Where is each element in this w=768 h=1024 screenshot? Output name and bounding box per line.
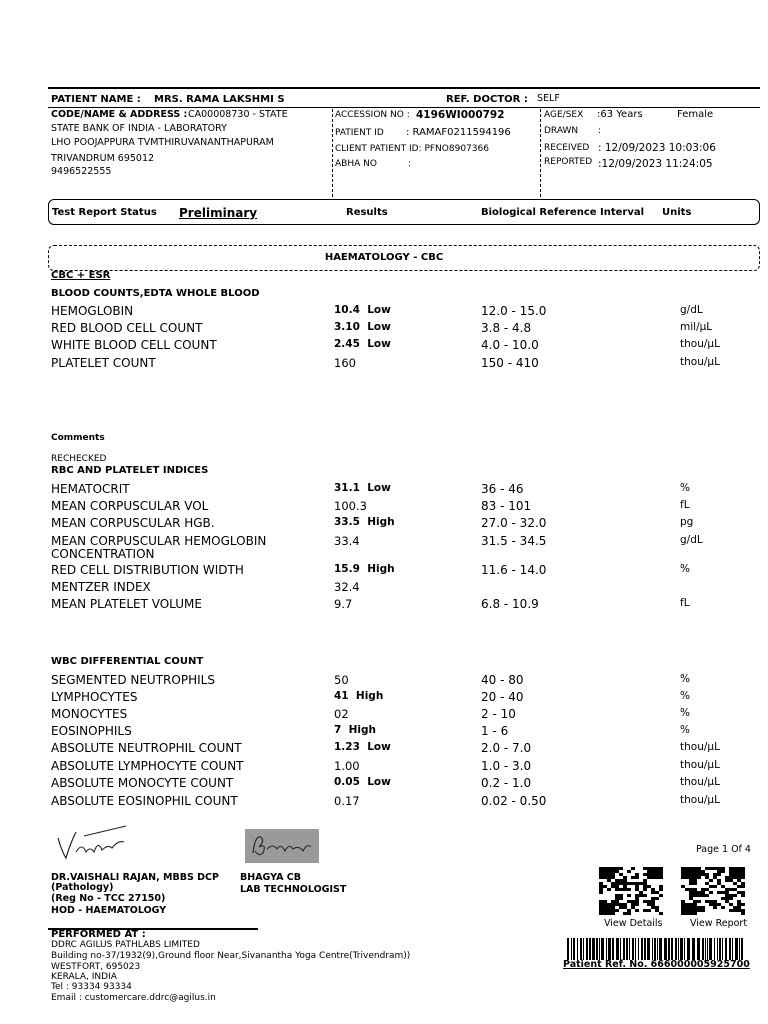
- test-name: ABSOLUTE LYMPHOCYTE COUNT: [51, 759, 244, 773]
- unit: thou/µL: [680, 338, 720, 350]
- result-row: [0, 673, 768, 690]
- test-name: ABSOLUTE MONOCYTE COUNT: [51, 776, 234, 790]
- reference-interval: 4.0 - 10.0: [481, 338, 539, 352]
- result-row: [0, 707, 768, 724]
- reported-value: :12/09/2023 11:24:05: [598, 158, 713, 170]
- test-name: HEMATOCRIT: [51, 482, 130, 496]
- abha-value: :: [408, 159, 412, 169]
- test-name: MEAN PLATELET VOLUME: [51, 597, 202, 611]
- comments-label: Comments: [51, 433, 105, 443]
- unit: thou/µL: [680, 776, 720, 788]
- reference-interval: 150 - 410: [481, 356, 539, 370]
- reference-interval: 1.0 - 3.0: [481, 759, 532, 773]
- performed-line: DDRC AGILUS PATHLABS LIMITED: [51, 940, 200, 950]
- test-name: ABSOLUTE EOSINOPHIL COUNT: [51, 794, 238, 808]
- unit: pg: [680, 516, 694, 528]
- test-result: 50: [334, 673, 349, 687]
- test-name: HEMOGLOBIN: [51, 304, 134, 318]
- reference-interval: 11.6 - 14.0: [481, 563, 547, 577]
- unit: thou/µL: [680, 741, 720, 753]
- sex-value: Female: [677, 109, 714, 120]
- result-row: [0, 794, 768, 811]
- result-row: [0, 724, 768, 741]
- signature-vaishali: [54, 822, 134, 867]
- reference-interval: 1 - 6: [481, 724, 509, 738]
- sig2-name: BHAGYA CB: [240, 872, 301, 883]
- test-result: 33.4: [334, 534, 360, 548]
- code-label: CODE/NAME & ADDRESS :: [51, 109, 188, 120]
- patient-name: MRS. RAMA LAKSHMI S: [154, 94, 285, 105]
- bio-ref-header: Biological Reference Interval: [481, 207, 645, 218]
- reference-interval: 0.02 - 0.50: [481, 794, 547, 808]
- header-divider: [48, 107, 760, 108]
- performed-line: Tel : 93334 93334: [51, 982, 132, 992]
- sig2-role: LAB TECHNOLOGIST: [240, 884, 347, 895]
- qr-code-icon[interactable]: [681, 867, 745, 915]
- results-header: Results: [346, 207, 388, 218]
- result-row: [0, 338, 768, 355]
- test-result: 33.5 High: [334, 516, 395, 528]
- sig1-name: DR.VAISHALI RAJAN, MBBS DCP: [51, 872, 219, 883]
- test-result: 02: [334, 707, 349, 721]
- unit: %: [680, 673, 690, 685]
- test-result: 9.7: [334, 597, 353, 611]
- test-result: 15.9 High: [334, 563, 395, 575]
- ref-doctor-label: REF. DOCTOR :: [446, 94, 528, 105]
- accession-label: ACCESSION NO :: [335, 110, 410, 120]
- unit: mil/µL: [680, 321, 713, 333]
- sig1-line3: (Reg No - TCC 27150): [51, 893, 166, 904]
- test-result: 160: [334, 356, 356, 370]
- test-result: 7 High: [334, 724, 376, 736]
- patient-ref-number: Patient Ref. No. 666000005925700: [563, 959, 750, 970]
- test-name: MEAN CORPUSCULAR HGB.: [51, 516, 215, 530]
- performed-at-label: PERFORMED AT :: [51, 929, 146, 940]
- patient-id-value: : RAMAF0211594196: [406, 127, 511, 138]
- reference-interval: 2.0 - 7.0: [481, 741, 532, 755]
- section-title: HAEMATOLOGY - CBC: [324, 252, 444, 263]
- test-name: PLATELET COUNT: [51, 356, 156, 370]
- sig1-line2: (Pathology): [51, 882, 114, 893]
- test-name: RED BLOOD CELL COUNT: [51, 321, 203, 335]
- result-row: [0, 759, 768, 776]
- address-line: STATE BANK OF INDIA - LABORATORY: [51, 123, 227, 134]
- test-result: 1.23 Low: [334, 741, 391, 753]
- group-title: BLOOD COUNTS,EDTA WHOLE BLOOD: [51, 288, 260, 299]
- client-patient-id: CLIENT PATIENT ID: PFNO8907366: [335, 144, 489, 154]
- result-row: [0, 516, 768, 533]
- test-result: 41 High: [334, 690, 384, 702]
- unit: fL: [680, 499, 690, 511]
- test-name: LYMPHOCYTES: [51, 690, 138, 704]
- test-result: 10.4 Low: [334, 304, 391, 316]
- reference-interval: 36 - 46: [481, 482, 524, 496]
- performed-line: Email : customercare.ddrc@agilus.in: [51, 993, 216, 1003]
- drawn-label: DRAWN: [544, 126, 579, 136]
- reference-interval: 40 - 80: [481, 673, 524, 687]
- barcode-icon: [567, 938, 743, 960]
- result-row: [0, 597, 768, 614]
- reference-interval: 83 - 101: [481, 499, 532, 513]
- result-row: [0, 580, 768, 597]
- result-row: [0, 534, 768, 561]
- test-result: 1.00: [334, 759, 360, 773]
- unit: g/dL: [680, 304, 703, 316]
- result-row: [0, 690, 768, 707]
- test-name: ABSOLUTE NEUTROPHIL COUNT: [51, 741, 242, 755]
- test-result: 3.10 Low: [334, 321, 391, 333]
- units-header: Units: [662, 207, 692, 218]
- received-value: : 12/09/2023 10:03:06: [598, 142, 716, 154]
- column-divider: [332, 109, 333, 197]
- group-title: RBC AND PLATELET INDICES: [51, 465, 209, 476]
- result-row: [0, 356, 768, 373]
- test-name: WHITE BLOOD CELL COUNT: [51, 338, 217, 352]
- reference-interval: 0.2 - 1.0: [481, 776, 532, 790]
- test-name-line2: CONCENTRATION: [51, 547, 155, 561]
- signature-bhagya: [245, 829, 319, 863]
- reference-interval: 20 - 40: [481, 690, 524, 704]
- age-sex-label: AGE/SEX: [544, 110, 584, 120]
- ref-doctor: SELF: [537, 93, 560, 104]
- status-label: Test Report Status: [52, 207, 157, 218]
- test-name: MEAN CORPUSCULAR VOL: [51, 499, 209, 513]
- test-name: EOSINOPHILS: [51, 724, 132, 738]
- result-row: [0, 776, 768, 793]
- test-result: 100.3: [334, 499, 367, 513]
- reference-interval: 27.0 - 32.0: [481, 516, 547, 530]
- group-title: WBC DIFFERENTIAL COUNT: [51, 656, 204, 667]
- patient-id-label: PATIENT ID: [335, 128, 384, 138]
- performed-line: KERALA, INDIA: [51, 972, 117, 982]
- test-name: MENTZER INDEX: [51, 580, 151, 594]
- test-name: RED CELL DISTRIBUTION WIDTH: [51, 563, 244, 577]
- code-value: CA00008730 - STATE: [188, 109, 288, 120]
- result-row: [0, 304, 768, 321]
- unit: thou/µL: [680, 356, 720, 368]
- unit: %: [680, 724, 690, 736]
- drawn-value: :: [598, 126, 602, 136]
- reported-label: REPORTED: [544, 157, 593, 167]
- result-row: [0, 482, 768, 499]
- unit: g/dL: [680, 534, 703, 546]
- result-row: [0, 499, 768, 516]
- unit: %: [680, 690, 690, 702]
- reference-interval: 6.8 - 10.9: [481, 597, 539, 611]
- test-name: MONOCYTES: [51, 707, 128, 721]
- abha-label: ABHA NO: [335, 159, 377, 169]
- result-row: [0, 321, 768, 338]
- top-rule: [48, 87, 760, 89]
- address-line: LHO POOJAPPURA TVMTHIRUVANANTHAPURAM: [51, 137, 274, 148]
- unit: %: [680, 482, 690, 494]
- result-row: [0, 741, 768, 758]
- reference-interval: 2 - 10: [481, 707, 516, 721]
- test-name: SEGMENTED NEUTROPHILS: [51, 673, 215, 687]
- received-label: RECEIVED: [544, 143, 590, 153]
- performed-line: WESTFORT, 695023: [51, 962, 141, 972]
- page-number: Page 1 Of 4: [696, 844, 751, 855]
- test-result: 2.45 Low: [334, 338, 391, 350]
- test-group: CBC + ESR: [51, 270, 111, 281]
- view-details-link[interactable]: View Details: [604, 918, 663, 929]
- unit: thou/µL: [680, 794, 720, 806]
- patient-name-label: PATIENT NAME :: [51, 94, 141, 105]
- sig1-line4: HOD - HAEMATOLOGY: [51, 905, 167, 916]
- address-line: TRIVANDRUM 695012: [51, 153, 155, 164]
- performed-line: Building no-37/1932(9),Ground floor Near,Sivanantha Yoga Centre(Trivendram)): [51, 951, 411, 961]
- reference-interval: 12.0 - 15.0: [481, 304, 547, 318]
- accession-value: 4196WI000792: [416, 109, 505, 121]
- unit: fL: [680, 597, 690, 609]
- test-result: 0.05 Low: [334, 776, 391, 788]
- address-line: 9496522555: [51, 166, 112, 177]
- test-result: 0.17: [334, 794, 360, 808]
- reference-interval: 31.5 - 34.5: [481, 534, 547, 548]
- unit: %: [680, 563, 690, 575]
- test-result: 31.1 Low: [334, 482, 391, 494]
- comments-text: RECHECKED: [51, 454, 107, 464]
- unit: thou/µL: [680, 759, 720, 771]
- qr-code-icon[interactable]: [599, 867, 663, 915]
- view-report-link[interactable]: View Report: [690, 918, 748, 929]
- unit: %: [680, 707, 690, 719]
- age-value: :63 Years: [597, 109, 643, 120]
- result-row: [0, 563, 768, 580]
- column-divider: [540, 109, 541, 197]
- test-result: 32.4: [334, 580, 360, 594]
- reference-interval: 3.8 - 4.8: [481, 321, 532, 335]
- status-value: Preliminary: [179, 206, 258, 220]
- test-name: MEAN CORPUSCULAR HEMOGLOBIN: [51, 534, 267, 548]
